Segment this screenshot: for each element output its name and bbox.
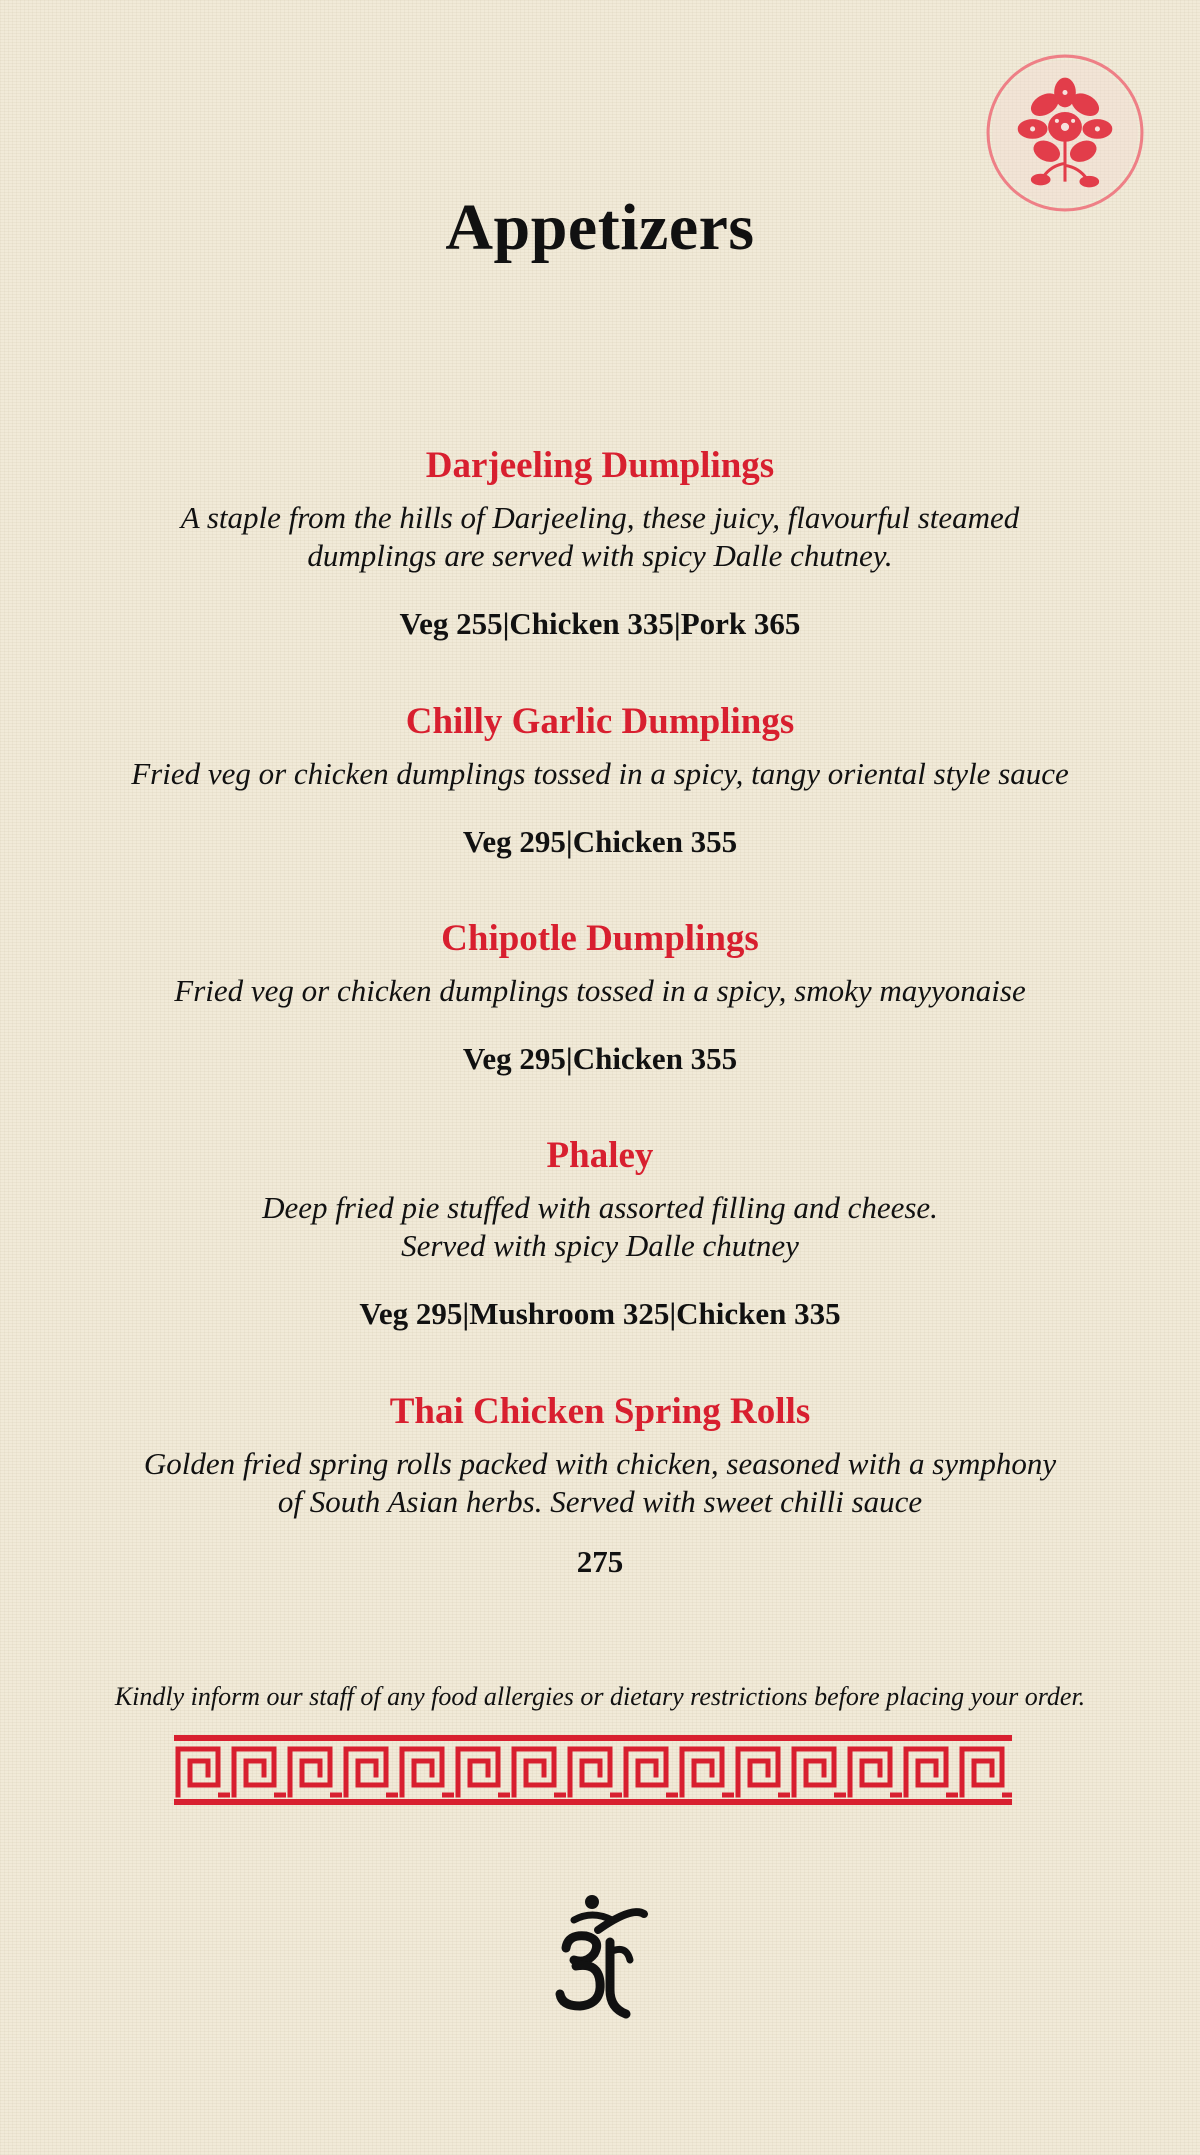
item-name: Phaley (546, 1135, 654, 1176)
item-description-line: of South Asian herbs. Served with sweet chilli sauce (277, 1484, 923, 1519)
item-description (50, 1445, 1150, 1521)
item-price: 275 (576, 1544, 624, 1579)
item-name: Chipotle Dumplings (441, 918, 759, 959)
menu-item (0, 699, 1200, 861)
item-description (50, 755, 1150, 793)
menu-item (0, 1133, 1200, 1333)
item-price: Veg 295|Chicken 355 (462, 1041, 738, 1076)
greek-key-border (174, 1735, 1012, 1805)
menu-item (0, 1389, 1200, 1581)
item-description (50, 499, 1150, 575)
item-name: Thai Chicken Spring Rolls (389, 1391, 811, 1432)
allergy-notice: Kindly inform our staff of any food allergies or dietary restrictions before placing your order. (114, 1682, 1086, 1711)
item-description-line: Served with spicy Dalle chutney (401, 1228, 799, 1263)
item-name: Darjeeling Dumplings (425, 445, 775, 486)
om-symbol-icon (540, 1890, 660, 2020)
item-price: Veg 295|Mushroom 325|Chicken 335 (359, 1296, 841, 1331)
item-price: Veg 255|Chicken 335|Pork 365 (399, 606, 801, 641)
item-description-line: Fried veg or chicken dumplings tossed in a spicy, smoky mayyonaise (174, 973, 1026, 1008)
item-description (50, 972, 1150, 1010)
page-title: Appetizers (445, 191, 755, 264)
item-name: Chilly Garlic Dumplings (405, 701, 795, 742)
item-description-line: Fried veg or chicken dumplings tossed in a spicy, tangy oriental style sauce (131, 756, 1069, 791)
menu-item (0, 916, 1200, 1078)
item-description-line: Deep fried pie stuffed with assorted filling and cheese. (262, 1190, 938, 1225)
item-description-line: dumplings are served with spicy Dalle chutney. (307, 538, 893, 573)
item-description (50, 1189, 1150, 1265)
item-description-line: Golden fried spring rolls packed with chicken, seasoned with a symphony (143, 1446, 1057, 1481)
item-price: Veg 295|Chicken 355 (462, 824, 738, 859)
menu-item (0, 443, 1200, 643)
item-description-line: A staple from the hills of Darjeeling, these juicy, flavourful steamed (180, 500, 1020, 535)
